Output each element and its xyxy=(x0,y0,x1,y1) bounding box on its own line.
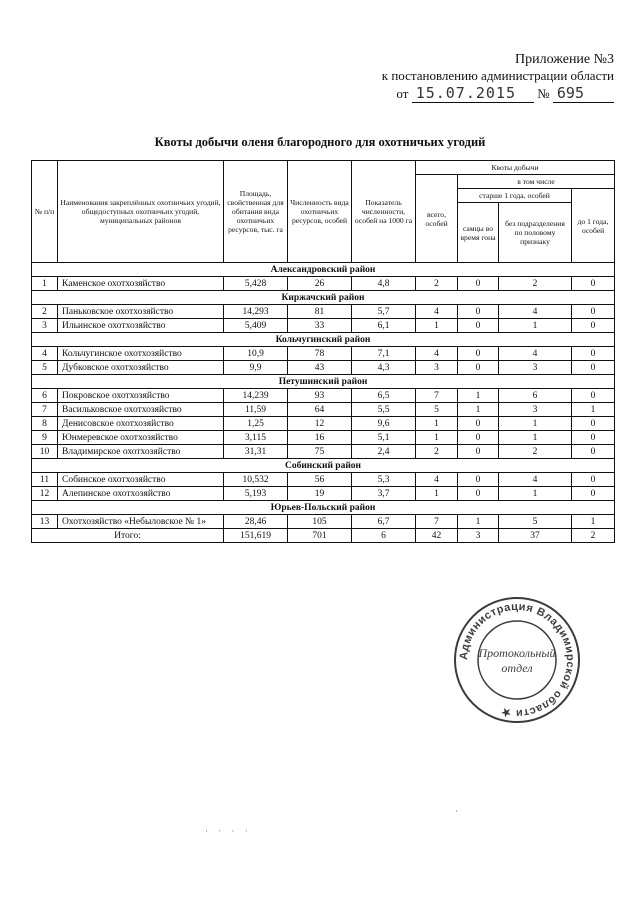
cell-total: 1 xyxy=(416,319,458,333)
cell-area: 14,239 xyxy=(224,389,288,403)
cell-under1: 0 xyxy=(572,473,615,487)
official-stamp xyxy=(452,595,582,725)
table-row xyxy=(32,417,615,431)
cell-index: 4,8 xyxy=(352,277,416,291)
cell-under1: 0 xyxy=(572,431,615,445)
cell-total: 7 xyxy=(416,515,458,529)
cell-name: Кольчугинское охотхозяйство xyxy=(58,347,224,361)
district-name: Юрьев-Польский район xyxy=(32,501,615,515)
district-row xyxy=(32,333,615,347)
cell-num: 2 xyxy=(32,305,58,319)
cell-num: 13 xyxy=(32,515,58,529)
cell-total: 3 xyxy=(416,361,458,375)
cell-index: 9,6 xyxy=(352,417,416,431)
col-header-num: № п/п xyxy=(32,161,58,263)
cell-pop: 75 xyxy=(288,445,352,459)
cell-total: 4 xyxy=(416,347,458,361)
cell-area: 10,9 xyxy=(224,347,288,361)
table-row xyxy=(32,445,615,459)
table-row xyxy=(32,347,615,361)
cell-nosex: 3 xyxy=(499,403,572,417)
cell-index: 5,7 xyxy=(352,305,416,319)
cell-num: 3 xyxy=(32,319,58,333)
cell-males: 0 xyxy=(458,361,499,375)
appendix-subtitle: к постановлению администрации области xyxy=(381,68,614,83)
appendix-block xyxy=(382,52,614,102)
cell-pop: 16 xyxy=(288,431,352,445)
cell-total: 1 xyxy=(416,487,458,501)
cell-males: 0 xyxy=(458,487,499,501)
col-header-area: Площадь, свойственная для обитания вида охотничьих ресурсов, тыс. га xyxy=(224,161,288,263)
cell-num: 10 xyxy=(32,445,58,459)
cell-pop: 19 xyxy=(288,487,352,501)
cell-nosex: 1 xyxy=(499,431,572,445)
cell-total: 2 xyxy=(416,445,458,459)
cell-index: 6,5 xyxy=(352,389,416,403)
appendix-date-line xyxy=(382,85,614,102)
cell-num: 1 xyxy=(32,277,58,291)
cell-males: 1 xyxy=(458,403,499,417)
cell-index: 6,7 xyxy=(352,515,416,529)
cell-nosex: 4 xyxy=(499,305,572,319)
cell-num: 5 xyxy=(32,361,58,375)
cell-under1: 0 xyxy=(572,277,615,291)
col-header-population: Численность вида охотничьих ресурсов, особей xyxy=(288,161,352,263)
cell-males: 1 xyxy=(458,515,499,529)
cell-total: 4 xyxy=(416,305,458,319)
cell-pop: 56 xyxy=(288,473,352,487)
stamp-center-line1: Протокольный xyxy=(478,646,556,660)
cell-name: Владимирское охотхозяйство xyxy=(58,445,224,459)
col-header-total: всего, особей xyxy=(416,175,458,263)
cell-area: 28,46 xyxy=(224,515,288,529)
district-row xyxy=(32,263,615,277)
cell-under1: 0 xyxy=(572,417,615,431)
cell-area: 5,409 xyxy=(224,319,288,333)
cell-name: Паньковское охотхозяйство xyxy=(58,305,224,319)
cell-num: 9 xyxy=(32,431,58,445)
stamp-ring-text-path: Администрация Владимирской области ★ xyxy=(457,600,577,720)
cell-under1: 0 xyxy=(572,389,615,403)
cell-pop: 33 xyxy=(288,319,352,333)
cell-area: 11,59 xyxy=(224,403,288,417)
number-label: № xyxy=(537,86,550,101)
district-name: Александровский район xyxy=(32,263,615,277)
quota-table-body xyxy=(32,263,615,543)
cell-nosex: 4 xyxy=(499,347,572,361)
stamp-inner-ring xyxy=(478,621,556,699)
cell-num: 4 xyxy=(32,347,58,361)
district-name: Кольчугинский район xyxy=(32,333,615,347)
cell-index: 7,1 xyxy=(352,347,416,361)
cell-index: 3,7 xyxy=(352,487,416,501)
cell-area: 10,532 xyxy=(224,473,288,487)
col-header-index: Показатель численности, особей на 1000 га xyxy=(352,161,416,263)
cell-nosex: 3 xyxy=(499,361,572,375)
cell-total: 7 xyxy=(416,389,458,403)
cell-pop: 64 xyxy=(288,403,352,417)
total-males: 3 xyxy=(458,529,499,543)
cell-males: 0 xyxy=(458,319,499,333)
cell-nosex: 2 xyxy=(499,445,572,459)
cell-males: 0 xyxy=(458,417,499,431)
table-row xyxy=(32,305,615,319)
cell-area: 1,25 xyxy=(224,417,288,431)
district-row xyxy=(32,459,615,473)
cell-name: Алепинское охотхозяйство xyxy=(58,487,224,501)
cell-num: 6 xyxy=(32,389,58,403)
cell-under1: 0 xyxy=(572,487,615,501)
table-row xyxy=(32,473,615,487)
district-row xyxy=(32,375,615,389)
cell-name: Охотхозяйство «Небыловское № 1» xyxy=(58,515,224,529)
col-header-older: старше 1 года, особей xyxy=(458,189,572,203)
cell-pop: 26 xyxy=(288,277,352,291)
table-row xyxy=(32,361,615,375)
cell-males: 0 xyxy=(458,305,499,319)
table-row xyxy=(32,431,615,445)
cell-pop: 81 xyxy=(288,305,352,319)
cell-nosex: 5 xyxy=(499,515,572,529)
scan-noise: · · · · xyxy=(205,826,252,836)
cell-males: 0 xyxy=(458,431,499,445)
cell-num: 12 xyxy=(32,487,58,501)
totals-label: Итого: xyxy=(32,529,224,543)
cell-nosex: 2 xyxy=(499,277,572,291)
district-name: Петушинский район xyxy=(32,375,615,389)
district-row xyxy=(32,501,615,515)
cell-pop: 105 xyxy=(288,515,352,529)
col-header-males: самцы во время гона xyxy=(458,203,499,263)
cell-males: 0 xyxy=(458,347,499,361)
cell-nosex: 1 xyxy=(499,319,572,333)
cell-nosex: 4 xyxy=(499,473,572,487)
cell-index: 2,4 xyxy=(352,445,416,459)
col-header-nosex: без подразделения по половому признаку xyxy=(499,203,572,263)
total-nosex: 37 xyxy=(499,529,572,543)
table-row xyxy=(32,487,615,501)
district-name: Собинский район xyxy=(32,459,615,473)
cell-num: 8 xyxy=(32,417,58,431)
col-header-under1: до 1 года, особей xyxy=(572,189,615,263)
appendix-title: Приложение №3 xyxy=(515,52,614,67)
cell-index: 4,3 xyxy=(352,361,416,375)
cell-under1: 0 xyxy=(572,319,615,333)
cell-area: 3,115 xyxy=(224,431,288,445)
total-pop: 701 xyxy=(288,529,352,543)
cell-name: Каменское охотхозяйство xyxy=(58,277,224,291)
cell-pop: 43 xyxy=(288,361,352,375)
district-name: Киржачский район xyxy=(32,291,615,305)
cell-under1: 0 xyxy=(572,305,615,319)
total-total: 42 xyxy=(416,529,458,543)
table-row xyxy=(32,403,615,417)
table-row xyxy=(32,389,615,403)
cell-males: 0 xyxy=(458,473,499,487)
cell-pop: 93 xyxy=(288,389,352,403)
cell-area: 14,293 xyxy=(224,305,288,319)
cell-nosex: 1 xyxy=(499,487,572,501)
cell-total: 4 xyxy=(416,473,458,487)
cell-name: Собинское охотхозяйство xyxy=(58,473,224,487)
total-under1: 2 xyxy=(572,529,615,543)
cell-name: Денисовское охотхозяйство xyxy=(58,417,224,431)
cell-nosex: 6 xyxy=(499,389,572,403)
cell-name: Дубковское охотхозяйство xyxy=(58,361,224,375)
cell-name: Васильковское охотхозяйство xyxy=(58,403,224,417)
cell-index: 5,5 xyxy=(352,403,416,417)
cell-under1: 0 xyxy=(572,347,615,361)
cell-males: 0 xyxy=(458,445,499,459)
cell-index: 5,3 xyxy=(352,473,416,487)
cell-num: 7 xyxy=(32,403,58,417)
cell-under1: 0 xyxy=(572,361,615,375)
cell-name: Покровское охотхозяйство xyxy=(58,389,224,403)
decree-number: 695 xyxy=(553,84,614,103)
district-row xyxy=(32,291,615,305)
total-index: 6 xyxy=(352,529,416,543)
cell-name: Ильинское охотхозяйство xyxy=(58,319,224,333)
col-header-including: в том числе xyxy=(458,175,615,189)
stamp-outer-ring xyxy=(455,598,579,722)
col-header-quotas: Квоты добычи xyxy=(416,161,615,175)
cell-area: 5,428 xyxy=(224,277,288,291)
cell-area: 9,9 xyxy=(224,361,288,375)
cell-under1: 1 xyxy=(572,515,615,529)
quota-table xyxy=(31,160,615,543)
cell-total: 1 xyxy=(416,431,458,445)
cell-name: Юнмеревское охотхозяйство xyxy=(58,431,224,445)
cell-index: 6,1 xyxy=(352,319,416,333)
cell-under1: 1 xyxy=(572,403,615,417)
cell-index: 5,1 xyxy=(352,431,416,445)
cell-total: 2 xyxy=(416,277,458,291)
cell-pop: 78 xyxy=(288,347,352,361)
cell-pop: 12 xyxy=(288,417,352,431)
table-row xyxy=(32,319,615,333)
table-row xyxy=(32,277,615,291)
totals-row xyxy=(32,529,615,543)
cell-total: 5 xyxy=(416,403,458,417)
decree-date: 15.07.2015 xyxy=(412,84,534,103)
cell-num: 11 xyxy=(32,473,58,487)
cell-males: 1 xyxy=(458,389,499,403)
total-area: 151,619 xyxy=(224,529,288,543)
scan-noise-2: · xyxy=(455,806,458,816)
document-title: Квоты добычи оленя благородного для охотничьих угодий xyxy=(154,135,486,149)
from-label: от xyxy=(396,86,409,101)
col-header-name: Наименования закреплённых охотничьих угодий, общедоступных охотничьих угодий, муниципальных районов xyxy=(58,161,224,263)
table-row xyxy=(32,515,615,529)
stamp-center-line2: отдел xyxy=(501,661,533,675)
cell-total: 1 xyxy=(416,417,458,431)
cell-males: 0 xyxy=(458,277,499,291)
cell-area: 5,193 xyxy=(224,487,288,501)
cell-nosex: 1 xyxy=(499,417,572,431)
cell-under1: 0 xyxy=(572,445,615,459)
cell-area: 31,31 xyxy=(224,445,288,459)
